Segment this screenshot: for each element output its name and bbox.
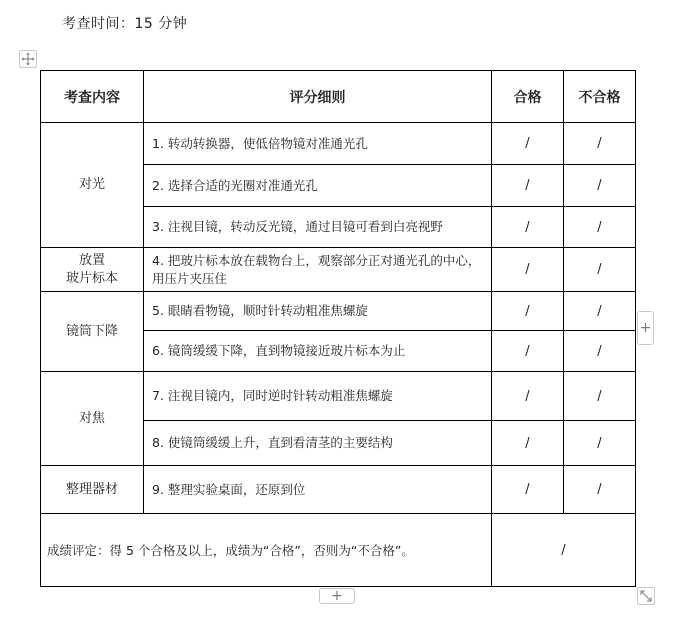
header-content: 考查内容: [41, 71, 144, 123]
pass-mark: /: [492, 466, 564, 514]
criterion-cell: 7. 注视目镜内，同时逆时针转动粗准焦螺旋: [144, 372, 492, 421]
add-row-button[interactable]: +: [319, 588, 355, 604]
summary-row: [41, 514, 636, 587]
fail-mark: /: [564, 165, 636, 207]
category-cell: 整理器材: [41, 466, 144, 514]
criterion-cell: 4. 把玻片标本放在载物台上，观察部分正对通光孔的中心，用压片夹压住: [144, 248, 492, 292]
header-pass: 合格: [492, 71, 564, 123]
pass-mark: /: [492, 248, 564, 292]
resize-diagonal-icon: [640, 590, 652, 602]
table-row: [41, 123, 636, 165]
criterion-cell: 6. 镜筒缓缓下降，直到物镜接近玻片标本为止: [144, 331, 492, 372]
category-line: 玻片标本: [65, 270, 118, 286]
table-row: [41, 372, 636, 421]
criterion-cell: 8. 使镜筒缓缓上升，直到看清茎的主要结构: [144, 421, 492, 466]
header-fail: 不合格: [564, 71, 636, 123]
table-row: [41, 248, 636, 292]
table-row: [41, 466, 636, 514]
criterion-cell: 2. 选择合适的光圈对准通光孔: [144, 165, 492, 207]
table-row: [41, 292, 636, 331]
criterion-cell: 5. 眼睛看物镜，顺时针转动粗准焦螺旋: [144, 292, 492, 331]
move-arrows-icon: [21, 52, 35, 66]
pass-mark: /: [492, 421, 564, 466]
fail-mark: /: [564, 248, 636, 292]
scoring-table: [40, 70, 636, 587]
fail-mark: /: [564, 421, 636, 466]
pass-mark: /: [492, 165, 564, 207]
category-cell: 对焦: [41, 372, 144, 466]
fail-mark: /: [564, 372, 636, 421]
pass-mark: /: [492, 207, 564, 248]
fail-mark: /: [564, 123, 636, 165]
criterion-cell: 3. 注视目镜，转动反光镜，通过目镜可看到白亮视野: [144, 207, 492, 248]
add-column-button[interactable]: +: [637, 311, 654, 345]
category-cell: 对光: [41, 123, 144, 248]
summary-mark: /: [492, 514, 636, 587]
pass-mark: /: [492, 123, 564, 165]
category-cell: [41, 248, 144, 292]
pass-mark: /: [492, 331, 564, 372]
category-line: 放置: [78, 252, 105, 268]
pass-mark: /: [492, 292, 564, 331]
grading-rule-text: 成绩评定：得 5 个合格及以上，成绩为“合格”，否则为“不合格”。: [41, 514, 492, 587]
header-criteria: 评分细则: [144, 71, 492, 123]
fail-mark: /: [564, 207, 636, 248]
criterion-cell: 9. 整理实验桌面，还原到位: [144, 466, 492, 514]
table-header-row: [41, 71, 636, 123]
exam-time-label: 考查时间：15 分钟: [62, 16, 188, 32]
fail-mark: /: [564, 466, 636, 514]
fail-mark: /: [564, 292, 636, 331]
table-move-handle[interactable]: [19, 50, 37, 68]
criterion-cell: 1. 转动转换器，使低倍物镜对准通光孔: [144, 123, 492, 165]
category-cell: 镜筒下降: [41, 292, 144, 372]
table-resize-handle[interactable]: [637, 587, 655, 605]
fail-mark: /: [564, 331, 636, 372]
pass-mark: /: [492, 372, 564, 421]
